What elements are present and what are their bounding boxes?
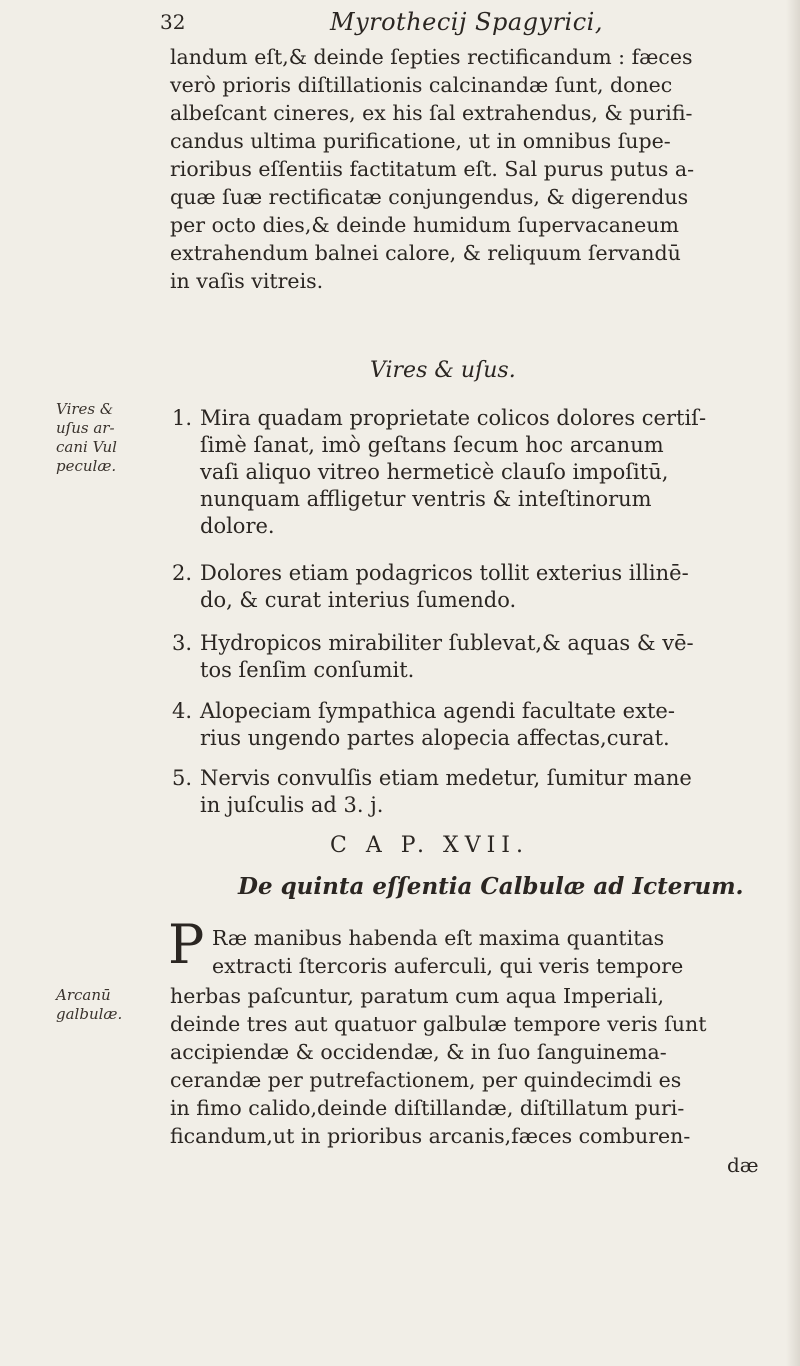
item-line: in juſculis ad 3. j. [200,793,384,817]
item-number: 4. [172,699,193,723]
chapter-subtitle: De quinta eſſentia Calbulæ ad Icterum. [238,873,744,900]
catchword: dæ [727,1153,759,1177]
item-line: Dolores etiam podagricos tollit exterius illinē- [200,561,689,585]
list-item [172,765,692,792]
paragraph-line: Ræ manibus habenda eſt maxima quantitas [212,926,665,950]
paragraph-line: cerandæ per putrefactionem, per quindecimdi es [170,1068,682,1092]
intro-line: landum eſt,& deinde ſepties rectificandum : fæces [170,45,693,69]
margin-note-vires: Vires & uſus ar- cani Vul peculæ. [56,400,117,475]
intro-line: per octo dies,& deinde humidum ſupervacaneum [170,213,679,237]
chapter-title: C A P. XVII. [330,833,529,858]
item-line: do, & curat interius ſumendo. [200,588,517,612]
list-item [172,560,689,587]
item-line: Alopeciam ſympathica agendi facultate exte- [200,699,675,723]
paragraph-line: ficandum,ut in prioribus arcanis,fæces comburen- [170,1124,691,1148]
paragraph-line: extracti ſtercoris auferculi, qui veris tempore [212,954,684,978]
intro-line: verò prioris diſtillationis calcinandæ ſunt, donec [170,73,673,97]
drop-cap: P [168,913,205,976]
intro-line: in vaſis vitreis. [170,269,324,293]
section-heading: Vires & uſus. [370,358,516,383]
page-header [150,8,800,42]
item-line: ſimè ſanat, imò geſtans ſecum hoc arcanum [200,433,664,457]
margin-note-arcanum: Arcanū galbulæ. [56,986,123,1023]
item-number: 5. [172,766,193,790]
intro-line: extrahendum balnei calore, & reliquum ſervandū [170,241,681,265]
item-line: nunquam affligetur ventris & inteſtinorum [200,487,652,511]
list-item [172,405,706,432]
item-line: vaſi aliquo vitreo hermeticè clauſo impoſitū, [200,460,669,484]
item-number: 3. [172,631,193,655]
running-title: Myrothecij Spagyrici, [330,8,603,36]
page-edge-shadow [786,0,800,1366]
intro-line: albeſcant cineres, ex his ſal extrahendus, & purifi- [170,101,693,125]
paragraph-line: deinde tres aut quatuor galbulæ tempore veris ſunt [170,1012,707,1036]
paragraph-line: herbas paſcuntur, paratum cum aqua Imperiali, [170,984,665,1008]
intro-line: candus ultima purificatione, ut in omnibus ſupe- [170,129,671,153]
item-line: Nervis convulſis etiam medetur, ſumitur mane [200,766,692,790]
list-item [172,630,694,657]
paragraph-line: accipiendæ & occidendæ, & in ſuo ſanguinema- [170,1040,667,1064]
item-number: 2. [172,561,193,585]
item-number: 1. [172,406,193,430]
intro-line: quæ ſuæ rectificatæ conjungendus, & digerendus [170,185,689,209]
item-line: Hydropicos mirabiliter ſublevat,& aquas & vē- [200,631,694,655]
intro-line: rioribus eſſentiis factitatum eſt. Sal purus putus a- [170,157,695,181]
item-line: Mira quadam proprietate colicos dolores certiſ- [200,406,707,430]
list-item [172,698,675,725]
item-line: rius ungendo partes alopecia affectas,curat. [200,726,670,750]
page-number: 32 [160,10,186,34]
paragraph-line: in fimo calido,deinde diſtillandæ, diſtillatum puri- [170,1096,685,1120]
item-line: tos ſenſim conſumit. [200,658,415,682]
item-line: dolore. [200,514,275,538]
